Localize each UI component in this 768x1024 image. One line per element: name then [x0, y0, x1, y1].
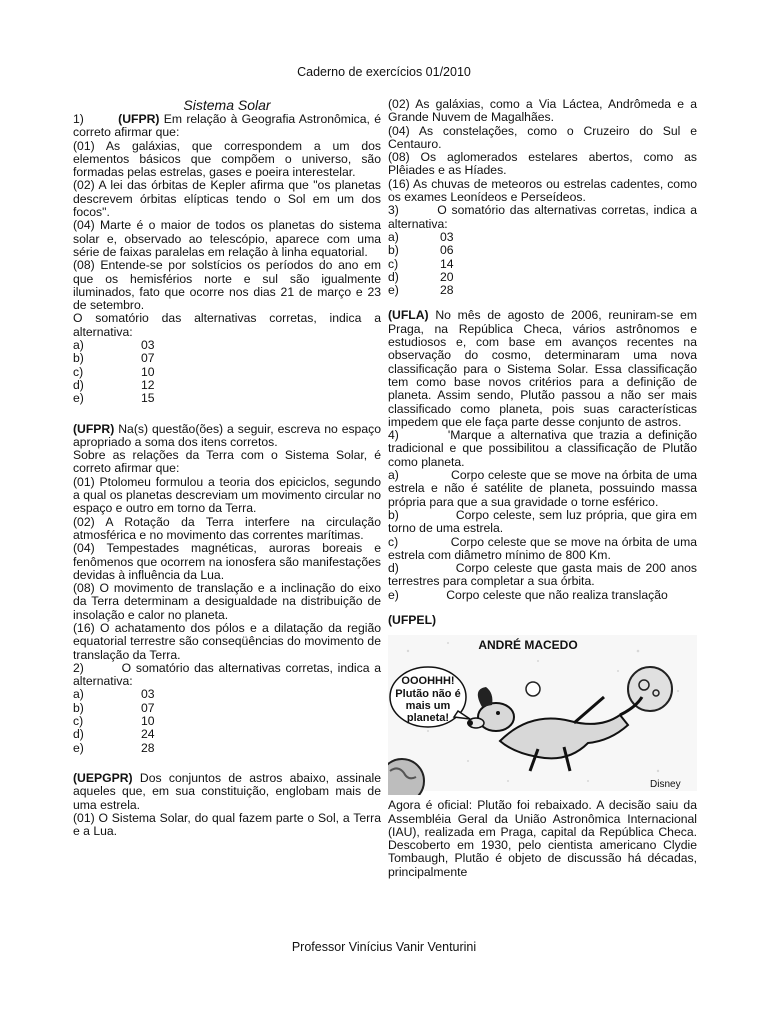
q1-option: a) 03 — [73, 338, 155, 353]
page-header: Caderno de exercícios 01/2010 — [297, 65, 471, 79]
q4-option: b) Corpo celeste, sem luz própria, que gira em torno de uma estrela. — [388, 507, 698, 536]
cartoon-author: ANDRÉ MACEDO — [478, 638, 578, 653]
q1-source: (UFPR) — [118, 112, 160, 126]
q2-intro: (UFPR) Na(s) questão(ões) a seguir, escreva no espaço apropriado a soma dos itens corretos. — [73, 421, 381, 449]
cartoon-speech-3: mais um — [405, 700, 451, 713]
q1-item: (01) As galáxias, que correspondem a um dos elementos básicos que compõem o universo, são formadas pelas estrelas, gases e poeira interestelar. — [73, 138, 381, 180]
right-column — [388, 97, 701, 879]
q2-item: (01) Ptolomeu formulou a teoria dos epiciclos, segundo a qual os planetas descreviam um movimento circular no espaço e outro em torno da Terra. — [73, 474, 381, 516]
q1-number: 1) — [73, 112, 84, 126]
q1-option: b) 07 — [73, 351, 155, 366]
q1-options — [73, 339, 381, 405]
q3-item: (04) As constelações, como o Cruzeiro do Sul e Centauro. — [388, 123, 697, 151]
cartoon-speech-4: planeta! — [406, 712, 450, 725]
q2-item: (08) O movimento de translação e a inclinação do eixo da Terra determinam a desigualdade na distribuição de insolação e calor no planeta. — [73, 581, 381, 622]
section-title: Sistema Solar — [183, 97, 271, 113]
q2-option: e) 28 — [73, 740, 155, 755]
q3-source: (UEPGPR) — [73, 770, 133, 785]
q4-option: d) Corpo celeste que gasta mais de 200 anos terrestres para completar a sua órbita. — [388, 561, 697, 589]
q1-option: d) 12 — [73, 377, 155, 392]
q2-prompt: 2) O somatório das alternativas corretas, indica a alternativa: — [73, 660, 385, 689]
q4-option: a) Corpo celeste que se move na órbita de uma estrela e não é satélite de planeta, possuindo massa própria para que a sua gravidade o torne esférico. — [388, 468, 698, 509]
q2-source: (UFPR) — [73, 421, 115, 436]
q2-item: (16) O achatamento dos pólos e a dilatação da região equatorial terrestre são conseqüências do movimento de translação da Terra. — [73, 620, 381, 662]
q3-intro: (UEPGPR) Dos conjuntos de astros abaixo, assinale aqueles que, em sua constituição, englobam mais de uma estrela. — [73, 770, 381, 812]
cartoon-speech-1: OOOHHH! — [401, 675, 455, 688]
q1-intro-text: Em relação à Geografia Astronômica, é correto afirmar que: — [73, 112, 381, 140]
q5-text: Agora é oficial: Plutão foi rebaixado. A decisão saiu da Assembléia Geral da União Astronômica Internacional (IAU), realizada em Praga, capital da República Checa. Descoberto em 1930, pelo cientista americano Clydie Tombaugh, Plutão é objeto de discussão há décadas, principalmente — [388, 798, 697, 879]
q1-intro — [73, 113, 381, 140]
cartoon-signature: Disney — [650, 779, 681, 791]
q3-prompt: 3) O somatório das alternativas corretas, indica a alternativa: — [388, 203, 701, 231]
q1-option: e) 15 — [73, 391, 155, 406]
q4-intro: (UFLA) No mês de agosto de 2006, reuniram-se em Praga, na República Checa, vários astrônomos e estudiosos e, com base em avanços recentes na observação do cosmo, determinaram uma nova classificação para o Sistema Solar. Essa classificação tem como base novos critérios para a definição de planeta. Assim sendo, Plutão passou a não ser mais classificado como planeta, pois suas características impedem que ele faça parte desse conjunto de astros. — [388, 308, 697, 429]
q5-source: (UFPEL) — [388, 612, 437, 627]
q3-option: b) 06 — [388, 243, 454, 258]
q1-item: (02) A lei das órbitas de Kepler afirma que "os planetas descrevem órbitas elípticas tendo o Sol em um dos focos". — [73, 178, 381, 220]
left-column — [73, 97, 385, 839]
q2-option: a) 03 — [73, 687, 155, 702]
page-footer: Professor Vinícius Vanir Venturini — [291, 940, 477, 954]
q3-item: (01) O Sistema Solar, do qual fazem parte o Sol, a Terra e a Lua. — [73, 810, 381, 839]
q2-item: (04) Tempestades magnéticas, auroras boreais e fenômenos que ocorrem na ionosfera são manifestações devidas à influência da Lua. — [73, 541, 381, 582]
q2-options — [73, 688, 381, 754]
q3-option: c) 14 — [388, 256, 454, 271]
q1-item: (08) Entende-se por solstícios os períodos do ano em que os hemisférios norte e sul são igualmente iluminados, fato que ocorre nos dias 21 de março e 23 de setembro. — [73, 258, 381, 313]
q2-item: (02) A Rotação da Terra interfere na circulação atmosférica e no movimento das correntes marítimas. — [73, 514, 381, 542]
q4-source: (UFLA) — [388, 308, 429, 323]
q3-item: (02) As galáxias, como a Via Láctea, Andrômeda e a Grande Nuvem de Magalhães. — [388, 97, 697, 125]
q4-option: e) Corpo celeste que não realiza translação — [388, 587, 668, 602]
pluto-cartoon — [388, 631, 697, 795]
q2-option: b) 07 — [73, 700, 155, 715]
q3-options — [388, 231, 697, 297]
q2-option: d) 24 — [73, 727, 155, 742]
q2-option: c) 10 — [73, 714, 155, 729]
q1-item: (04) Marte é o maior de todos os planetas do sistema solar e, observado ao telescópio, aparece com uma série de faixas paralelas em relação à linha equatorial. — [73, 218, 381, 259]
cartoon-speech-2: Plutão não é — [395, 688, 461, 701]
q4-option: c) Corpo celeste que se move na órbita de uma estrela com diâmetro mínimo de 800 Km. — [388, 534, 698, 562]
q3-option: e) 28 — [388, 283, 454, 298]
q4-prompt: 4) 'Marque a alternativa que trazia a definição tradicional e que possibilitou a classificação de Plutão como planeta. — [388, 428, 701, 469]
q3-item: (08) Os aglomerados estelares abertos, como as Plêiades e as Híades. — [388, 150, 697, 178]
q3-item: (16) As chuvas de meteoros ou estrelas cadentes, como os exames Leonídeos e Perseídeos. — [388, 176, 697, 205]
q1-prompt: O somatório das alternativas corretas, indica a alternativa: — [73, 311, 381, 339]
q1-option: c) 10 — [73, 364, 155, 379]
q2-intro2: Sobre as relações da Terra com o Sistema Solar, é correto afirmar que: — [73, 448, 381, 476]
q3-option: d) 20 — [388, 269, 454, 284]
q3-option: a) 03 — [388, 229, 454, 244]
